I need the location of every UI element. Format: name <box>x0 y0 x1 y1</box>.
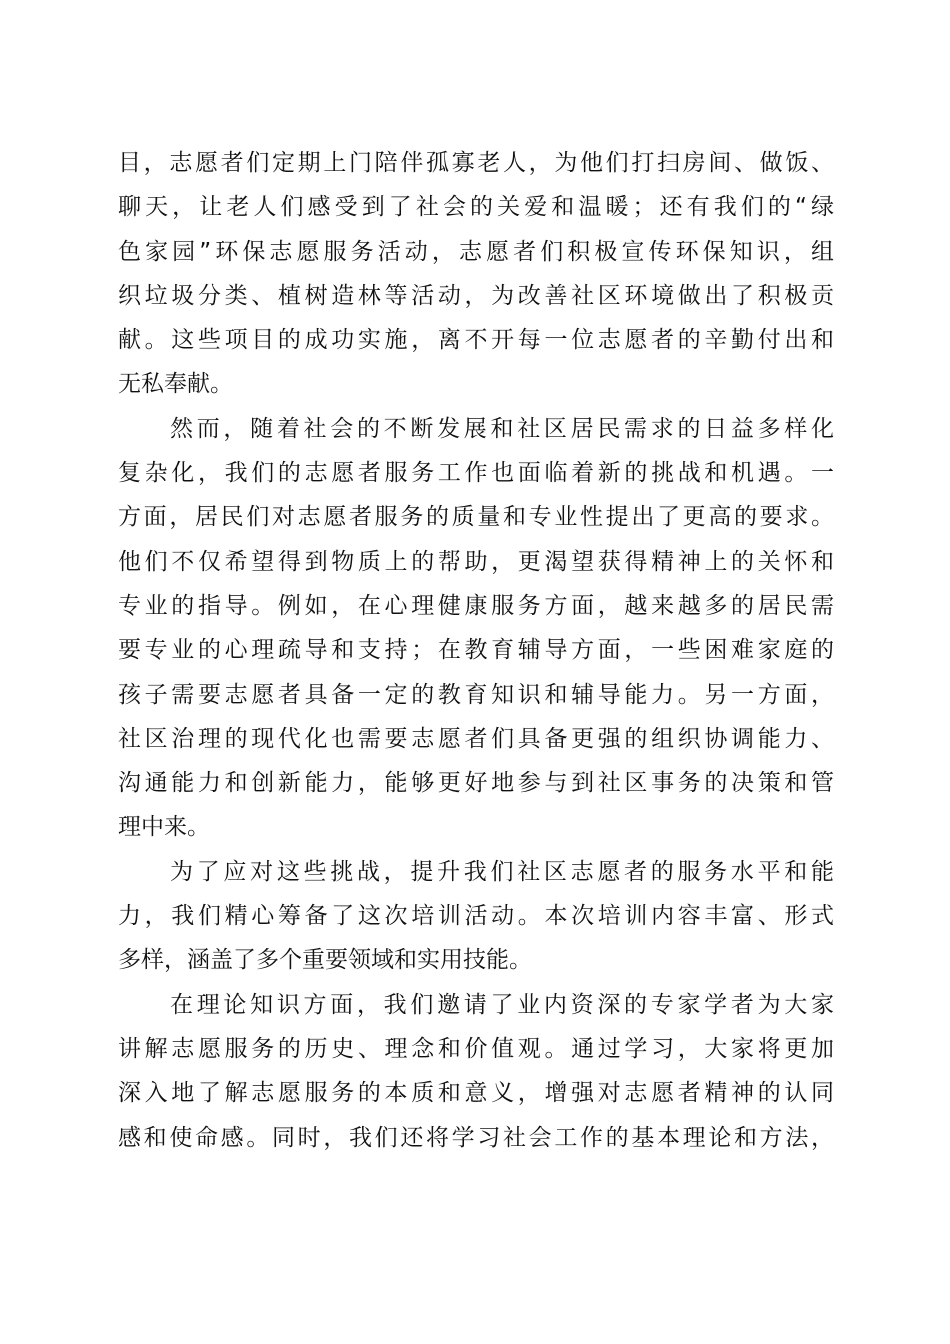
text-line: 聊天，让老人们感受到了社会的关爱和温暖；还有我们的“绿 <box>118 194 834 221</box>
text-line: 然而，随着社会的不断发展和社区居民需求的日益多样化 <box>170 415 834 442</box>
text-line: 孩子需要志愿者具备一定的教育知识和辅导能力。另一方面， <box>118 681 834 708</box>
text-line: 色家园”环保志愿服务活动，志愿者们积极宣传环保知识，组 <box>118 238 834 265</box>
text-line: 感和使命感。同时，我们还将学习社会工作的基本理论和方法， <box>118 1124 834 1151</box>
text-line: 要专业的心理疏导和支持；在教育辅导方面，一些困难家庭的 <box>118 637 834 664</box>
text-line: 深入地了解志愿服务的本质和意义，增强对志愿者精神的认同 <box>118 1080 834 1107</box>
text-line: 沟通能力和创新能力，能够更好地参与到社区事务的决策和管 <box>118 770 834 797</box>
text-line: 献。这些项目的成功实施，离不开每一位志愿者的辛勤付出和 <box>118 327 834 354</box>
text-line: 方面，居民们对志愿者服务的质量和专业性提出了更高的要求。 <box>118 504 834 531</box>
text-line: 理中来。 <box>118 814 210 841</box>
text-line: 无私奉献。 <box>118 371 233 398</box>
text-line: 力，我们精心筹备了这次培训活动。本次培训内容丰富、形式 <box>118 903 834 930</box>
text-line: 在理论知识方面，我们邀请了业内资深的专家学者为大家 <box>170 991 834 1018</box>
text-line: 专业的指导。例如，在心理健康服务方面，越来越多的居民需 <box>118 592 834 619</box>
text-line: 复杂化，我们的志愿者服务工作也面临着新的挑战和机遇。一 <box>118 460 834 487</box>
document-body <box>118 141 834 1160</box>
text-line: 织垃圾分类、植树造林等活动，为改善社区环境做出了积极贡 <box>118 282 834 309</box>
text-line: 社区治理的现代化也需要志愿者们具备更强的组织协调能力、 <box>118 725 834 752</box>
text-line: 为了应对这些挑战，提升我们社区志愿者的服务水平和能 <box>170 858 834 885</box>
text-line: 多样，涵盖了多个重要领域和实用技能。 <box>118 947 532 974</box>
text-line: 目，志愿者们定期上门陪伴孤寡老人，为他们打扫房间、做饭、 <box>118 150 834 176</box>
text-line: 他们不仅希望得到物质上的帮助，更渴望获得精神上的关怀和 <box>118 548 834 575</box>
text-line: 讲解志愿服务的历史、理念和价值观。通过学习，大家将更加 <box>118 1035 834 1062</box>
